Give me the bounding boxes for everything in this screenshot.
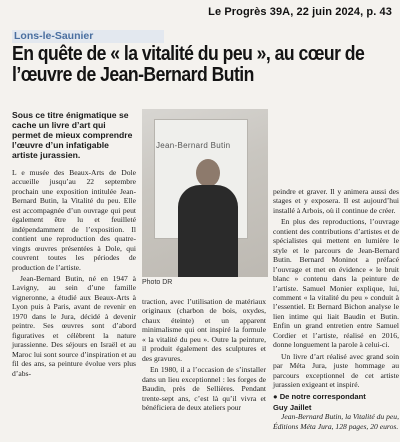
book-reference: Jean-Bernard Butin, la Vitalité du peu, Éditions Méta Jura, 128 pages, 20 euros. [273, 412, 399, 431]
frame-caption: Jean-Bernard Butin [156, 141, 231, 150]
paragraph: En 1980, il a l’occasion de s’installer dans un lieu exceptionnel : les forges de Baudin, près de Sellières. Pendant trente-sept ans, c’est là qu’il vivra et bénéficiera de deux ateliers pour [142, 365, 266, 412]
body-shape [178, 185, 238, 277]
paragraph: Jean-Bernard Butin, né en 1947 à Lavigny, au sein d’une famille vigneronne, a étudié aux Beaux-Arts à Lyon puis à Paris, avant de revenir en 1970 dans le Jura, décidé à devenir peintre. Ses œuvres sont d’abord figuratives et célèbrent la nature jurassienne. Des séjours en Israël et au Maroc lui sont source d’inspiration et au fil des ans, sa peinture évolue vers plus d’abs- [12, 273, 136, 378]
artist-photo [142, 109, 268, 277]
article-body [12, 92, 399, 436]
source-line: Le Progrès 39A, 22 juin 2024, p. 43 [208, 6, 392, 18]
byline-author: Guy Jaillet [273, 402, 312, 412]
column-2 [142, 297, 266, 412]
paragraph: L e musée des Beaux-Arts de Dole accueille jusqu’au 22 septembre prochain une exposition intitulée Jean-Bernard Butin, la Vitalité du peu. Elle est accompagnée d’un ouvrage qui peut également être lu et feuilleté indépendamment de l’exposition. Il contient une reproduction des quatre-vingts œuvres présentées à Dole, qui couvrent toutes les périodes de production de l’artiste. [12, 168, 136, 272]
paragraph: traction, avec l’utilisation de matériaux originaux (charbon de bois, oxydes, chaux éteinte) et un apparent minimalisme qui ont inspiré la formule « la vitalité du peu ». Outre la peinture, il produit également des sculptures et des gravures. [142, 297, 266, 363]
paragraph: En plus des reproductions, l’ouvrage contient des contributions d’artistes et de spécialistes qui mettent en lumière le style et le parcours de Jean-Bernard Butin. Bernard Moninot a préfacé l’ouvrage et met en évidence « le bruit blanc » contenu dans la peinture de l’artiste. Samuel Monier explique, lui, comment « la vitalité du peu » conduit à l’essentiel. Et Bernard Bichon analyse le lien intime qui liait Baudin et Butin. Enfin un grand entretien entre Samuel Cordier et l’artiste, réalisé en 2016, donne longuement la parole à celui-ci. [273, 217, 399, 350]
byline-label: ● De notre correspondant [273, 391, 366, 401]
headline: En quête de « la vitalité du peu », au cœur de l’œuvre de Jean-Bernard Butin [12, 43, 365, 86]
section-kicker: Lons-le-Saunier [12, 30, 164, 43]
column-1 [12, 168, 136, 378]
paragraph: Un livre d’art réalisé avec grand soin par Méta Jura, juste hommage au parcours exceptionnel de cet artiste jurassien exigeant et inspiré. [273, 351, 399, 390]
paragraph: peindre et graver. Il y animera aussi des stages et y exposera. Il est aujourd’hui installé à Arbois, où il continue de créer. [273, 187, 399, 215]
artist-figure [178, 159, 238, 277]
head-shape [196, 159, 220, 187]
photo-credit: Photo DR [142, 279, 173, 286]
column-3 [273, 187, 399, 431]
lead-paragraph: Sous ce titre énigmatique se cache un livre d’art qui permet de mieux comprendre l’œuvre d’un infatigable artiste jurassien. [12, 110, 133, 160]
